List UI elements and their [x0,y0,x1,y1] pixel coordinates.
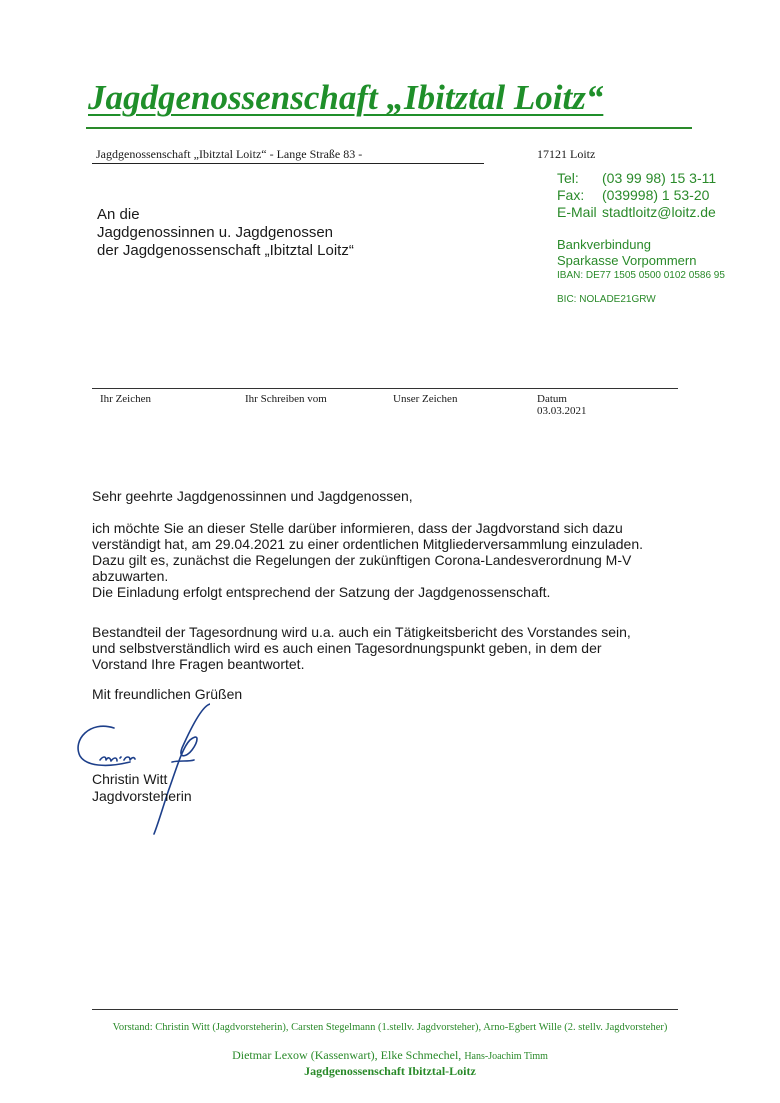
letter-line: ich möchte Sie an dieser Stelle darüber informieren, dass der Jagdvorstand sich dazu [92,520,623,536]
sender-return-address: Jagdgenossenschaft „Ibitztal Loitz“ - Lange Straße 83 - [96,147,363,161]
letter-line: verständigt hat, am 29.04.2021 zu einer ordentlichen Mitgliederversammlung einzuladen. [92,536,643,552]
footer-divider [92,1009,678,1010]
tel-label: Tel: [557,170,579,186]
reference-ihr-schreiben: Ihr Schreiben vom [245,393,327,405]
bank-bic: BIC: NOLADE21GRW [557,294,656,305]
header-divider [86,127,692,129]
letterhead-title: Jagdgenossenschaft „Ibitztal Loitz“ [88,78,604,117]
footer-board-members: Vorstand: Christin Witt (Jagdvorsteherin), Carsten Stegelmann (1.stellv. Jagdvorsteher), Arno-Egbert Wille (2. stellv. Jagdvorsteher) [112,1022,668,1033]
reference-datum-value: 03.03.2021 [537,405,587,417]
letter-line: abzuwarten. [92,568,169,584]
bank-title: Bankverbindung [557,237,651,252]
tel-value: (03 99 98) 15 3-11 [602,170,717,186]
signer-name: Christin Witt [92,771,168,787]
email-label: E-Mail [557,204,597,220]
footer-organization-name: Jagdgenossenschaft Ibitztal-Loitz [304,1064,476,1078]
reference-datum-label: Datum [537,393,567,405]
reference-unser-zeichen: Unser Zeichen [393,393,458,405]
letter-closing: Mit freundlichen Grüßen [92,686,243,702]
handwritten-signature [70,700,210,840]
signer-role: Jagdvorsteherin [92,788,192,804]
footer-names-small: Hans-Joachim Timm [464,1051,548,1062]
letter-salutation: Sehr geehrte Jagdgenossinnen und Jagdgenossen, [92,488,413,504]
fax-label: Fax: [557,187,585,203]
reference-ihr-zeichen: Ihr Zeichen [100,393,151,405]
fax-value: (039998) 1 53-20 [602,187,710,203]
letter-paragraph [92,520,692,600]
sender-underline [92,163,484,164]
letter-line: Bestandteil der Tagesordnung wird u.a. auch ein Tätigkeitsbericht des Vorstandes sein, [92,624,631,640]
letter-paragraph [92,624,692,672]
recipient-address-line: An die [97,206,140,223]
letter-line: Dazu gilt es, zunächst die Regelungen der zukünftigen Corona-Landesverordnung M-V [92,552,632,568]
bank-name: Sparkasse Vorpommern [557,253,697,268]
sender-city: 17121 Loitz [537,147,596,161]
reference-divider [92,388,678,389]
email-value: stadtloitz@loitz.de [602,204,716,220]
recipient-address-line: Jagdgenossinnen u. Jagdgenossen [97,224,334,241]
bank-iban: IBAN: DE77 1505 0500 0102 0586 95 [557,270,725,281]
letter-line: und selbstverständlich wird es auch einen Tagesordnungspunkt geben, in dem der [92,640,602,656]
footer-board-members-2 [80,1048,700,1063]
letter-line: Vorstand Ihre Fragen beantwortet. [92,656,305,672]
recipient-address-line: der Jagdgenossenschaft „Ibitztal Loitz“ [97,242,354,259]
letter-line: Die Einladung erfolgt entsprechend der Satzung der Jagdgenossenschaft. [92,584,551,600]
footer-names: Dietmar Lexow (Kassenwart), Elke Schmechel, [232,1048,462,1062]
